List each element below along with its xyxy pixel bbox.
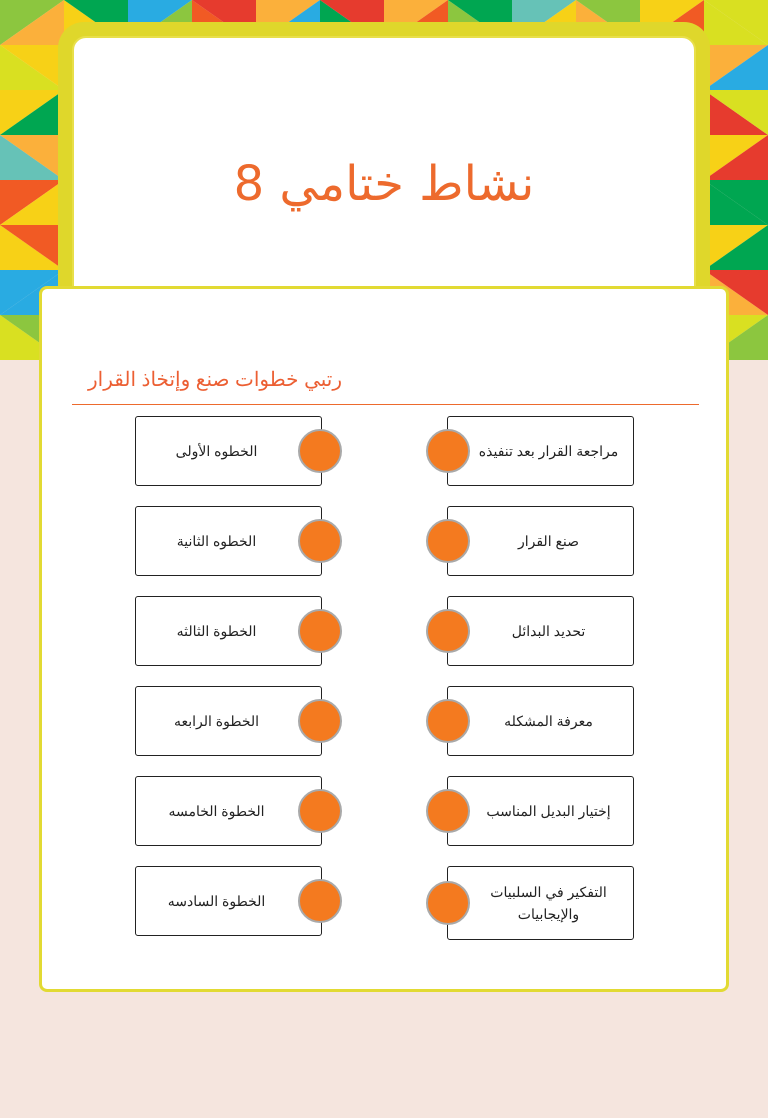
activity-card bbox=[39, 286, 729, 992]
connector-dot-step-3[interactable] bbox=[298, 609, 342, 653]
divider bbox=[72, 404, 699, 405]
title-card-inner bbox=[72, 36, 696, 322]
item-text: التفكير في السلبيات والإيجابيات bbox=[490, 884, 607, 922]
item-text: معرفة المشكله bbox=[504, 713, 593, 729]
connector-dot-step-1[interactable] bbox=[298, 429, 342, 473]
step-label: الخطوه الأولى bbox=[175, 443, 258, 459]
instruction-text: رتبي خطوات صنع وإتخاذ القرار bbox=[87, 369, 342, 391]
page-title: نشاط ختامي 8 bbox=[233, 156, 535, 212]
item-text: مراجعة القرار بعد تنفيذه bbox=[478, 443, 619, 459]
connector-dot-item-6[interactable] bbox=[426, 881, 470, 925]
connector-dot-step-6[interactable] bbox=[298, 879, 342, 923]
connector-dot-item-2[interactable] bbox=[426, 519, 470, 563]
item-text: صنع القرار bbox=[517, 533, 580, 549]
item-box-4[interactable] bbox=[447, 686, 634, 756]
step-label: الخطوة السادسه bbox=[167, 893, 266, 909]
step-label: الخطوة الخامسه bbox=[168, 803, 265, 819]
step-box-6[interactable] bbox=[135, 866, 322, 936]
connector-dot-item-4[interactable] bbox=[426, 699, 470, 743]
title-card bbox=[58, 22, 710, 322]
connector-dot-item-3[interactable] bbox=[426, 609, 470, 653]
step-box-4[interactable] bbox=[135, 686, 322, 756]
item-box-2[interactable] bbox=[447, 506, 634, 576]
item-box-6[interactable] bbox=[447, 866, 634, 940]
item-text: إختيار البديل المناسب bbox=[486, 803, 611, 819]
step-box-1[interactable] bbox=[135, 416, 322, 486]
connector-dot-step-5[interactable] bbox=[298, 789, 342, 833]
connector-dot-step-4[interactable] bbox=[298, 699, 342, 743]
connector-dot-item-5[interactable] bbox=[426, 789, 470, 833]
step-box-5[interactable] bbox=[135, 776, 322, 846]
connector-dot-item-1[interactable] bbox=[426, 429, 470, 473]
item-box-5[interactable] bbox=[447, 776, 634, 846]
connector-dot-step-2[interactable] bbox=[298, 519, 342, 563]
item-box-1[interactable] bbox=[447, 416, 634, 486]
step-box-2[interactable] bbox=[135, 506, 322, 576]
step-label: الخطوة الثالثه bbox=[176, 623, 257, 639]
step-label: الخطوة الرابعه bbox=[173, 713, 260, 729]
item-box-3[interactable] bbox=[447, 596, 634, 666]
step-label: الخطوه الثانية bbox=[176, 533, 257, 549]
step-box-3[interactable] bbox=[135, 596, 322, 666]
item-text: تحديد البدائل bbox=[511, 623, 586, 639]
